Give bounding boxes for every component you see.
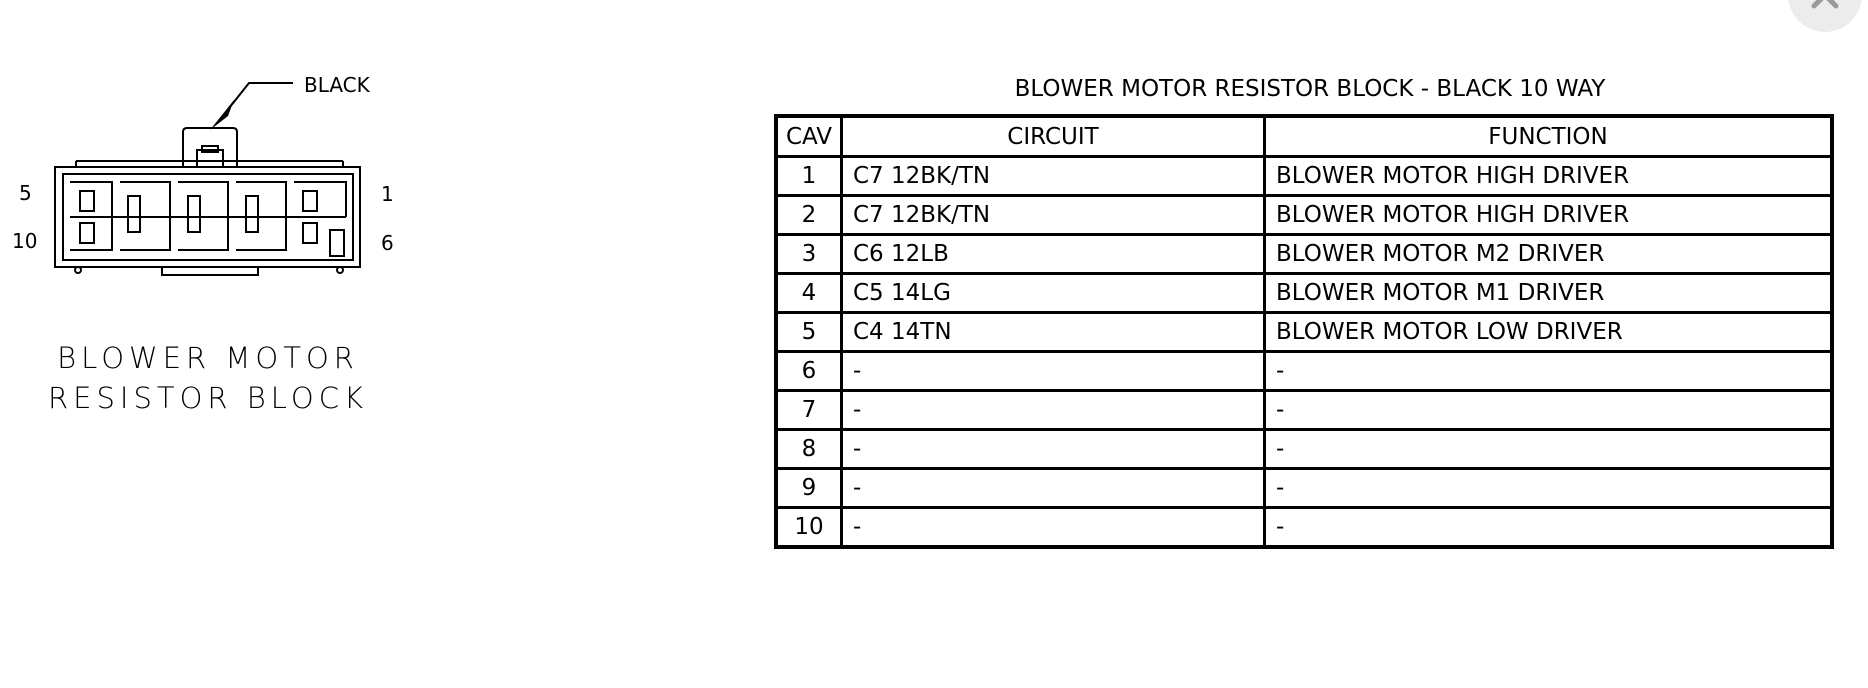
cell-circuit: C7 12BK/TN [842,157,1265,196]
cell-cav: 4 [776,274,842,313]
cell-cav: 5 [776,313,842,352]
table-row [776,430,1832,469]
cell-circuit: - [842,352,1265,391]
cell-function: - [1265,508,1833,548]
cell-circuit: C7 12BK/TN [842,196,1265,235]
table-row [776,352,1832,391]
color-callout-arrow [218,83,293,122]
connector-title-line-2: RESISTOR BLOCK [48,381,368,415]
cell-circuit: C5 14LG [842,274,1265,313]
cell-cav: 6 [776,352,842,391]
cell-function: BLOWER MOTOR HIGH DRIVER [1265,196,1833,235]
cell-function: - [1265,391,1833,430]
table-row [776,235,1832,274]
header-cav: CAV [776,116,842,157]
close-button[interactable] [1788,0,1862,32]
cell-function: BLOWER MOTOR LOW DRIVER [1265,313,1833,352]
connector-diagram [0,60,420,290]
pin-label-10: 10 [12,229,38,253]
pinout-table [774,114,1834,549]
pin-label-1: 1 [381,182,394,206]
pin-label-5: 5 [19,181,32,205]
cell-cav: 3 [776,235,842,274]
table-row [776,469,1832,508]
table-row [776,196,1832,235]
connector-title [48,338,368,418]
cell-cav: 7 [776,391,842,430]
cell-function: BLOWER MOTOR HIGH DRIVER [1265,157,1833,196]
cell-cav: 9 [776,469,842,508]
cell-circuit: - [842,430,1265,469]
cell-cav: 2 [776,196,842,235]
cell-function: - [1265,430,1833,469]
cell-circuit: C6 12LB [842,235,1265,274]
table-row [776,313,1832,352]
table-row [776,157,1832,196]
table-header-row [776,116,1832,157]
callout-arrowhead [210,100,234,130]
connector-title-line-1: BLOWER MOTOR [57,341,359,375]
table-row [776,508,1832,548]
pin-label-6: 6 [381,231,394,255]
header-circuit: CIRCUIT [842,116,1265,157]
connector-housing [55,161,360,275]
cell-circuit: C4 14TN [842,313,1265,352]
table-row [776,391,1832,430]
close-icon [1788,0,1862,32]
cell-cav: 1 [776,157,842,196]
cell-function: BLOWER MOTOR M1 DRIVER [1265,274,1833,313]
cell-cav: 8 [776,430,842,469]
cell-circuit: - [842,508,1265,548]
cell-circuit: - [842,469,1265,508]
table-caption: BLOWER MOTOR RESISTOR BLOCK - BLACK 10 WAY [1014,76,1606,102]
color-callout-label: BLACK [304,73,370,97]
cell-cav: 10 [776,508,842,548]
header-function: FUNCTION [1265,116,1833,157]
cell-function: - [1265,469,1833,508]
cell-function: BLOWER MOTOR M2 DRIVER [1265,235,1833,274]
table-row [776,274,1832,313]
cell-circuit: - [842,391,1265,430]
cell-function: - [1265,352,1833,391]
